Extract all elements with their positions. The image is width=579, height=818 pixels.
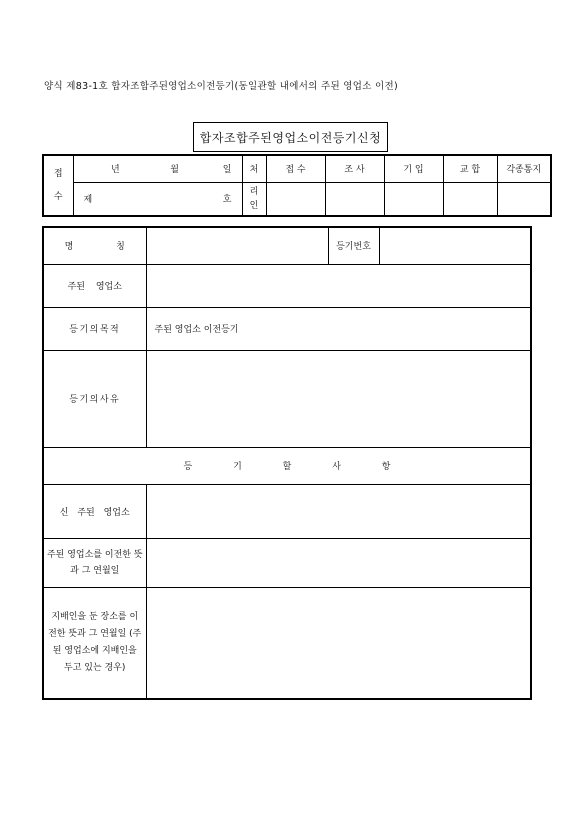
moved-field[interactable] [146,538,531,587]
branch-field[interactable] [146,587,531,699]
receipt-year-label: 년 [111,155,149,182]
receipt-label-char-2: 수 [53,191,63,202]
new-office-label: 신 주된 영업소 [43,484,146,538]
application-table [42,226,532,700]
form-number: 양식 제83-1호 합자조합주된영업소이전등기(동일관할 내에서의 주된 영업소 이전) [44,81,398,92]
col-notice-header: 각종통지 [497,155,551,182]
col-receive-header: 접 수 [266,155,325,182]
office-label: 주된 영업소 [43,264,146,307]
purpose-label: 등기의목적 [43,307,146,350]
reg-no-field[interactable] [379,227,531,264]
processing-label [242,182,266,216]
name-label-text: 명 칭 [64,242,125,253]
receipt-no-suffix: 호 [187,182,242,216]
receipt-label [43,155,73,216]
col-verify-header: 교 합 [443,155,497,182]
receipt-label-char-1: 접 [53,168,63,179]
processing-label-char-1: 처 [242,155,266,182]
reason-field[interactable] [146,350,531,447]
reason-label: 등기의사유 [43,350,146,447]
processing-label-char-2: 리 [249,186,259,197]
reg-no-label: 등기번호 [328,227,379,264]
purpose-value: 주된 영업소 이전등기 [146,307,531,350]
col-inspect-header: 조 사 [325,155,384,182]
receipt-no-prefix: 제 [73,182,111,216]
moved-label: 주된 영업소를 이전한 뜻과 그 연월일 [43,538,146,587]
inspect-stamp-cell[interactable] [325,182,384,216]
name-field[interactable] [146,227,328,264]
items-header-text: 등 기 할 사 항 [183,462,391,472]
new-office-field[interactable] [146,484,531,538]
col-enter-header: 기 입 [384,155,443,182]
verify-stamp-cell[interactable] [443,182,497,216]
name-label [43,227,146,264]
form-title: 합자조합주된영업소이전등기신청 [193,122,388,152]
office-field[interactable] [146,264,531,307]
receipt-month-label: 월 [149,155,187,182]
receipt-day-label: 일 [187,155,242,182]
receipt-table [42,154,552,217]
enter-stamp-cell[interactable] [384,182,443,216]
branch-label: 지배인을 둔 장소를 이전한 뜻과 그 연월일 (주된 영업소에 지배인을 두고 있는 경우) [43,587,146,699]
receipt-date-pad [73,155,111,182]
receive-stamp-cell[interactable] [266,182,325,216]
receipt-no-field-2[interactable] [149,182,187,216]
receipt-no-field[interactable] [111,182,149,216]
notice-stamp-cell[interactable] [497,182,551,216]
processing-label-char-3: 인 [249,200,259,211]
items-header [43,447,531,484]
